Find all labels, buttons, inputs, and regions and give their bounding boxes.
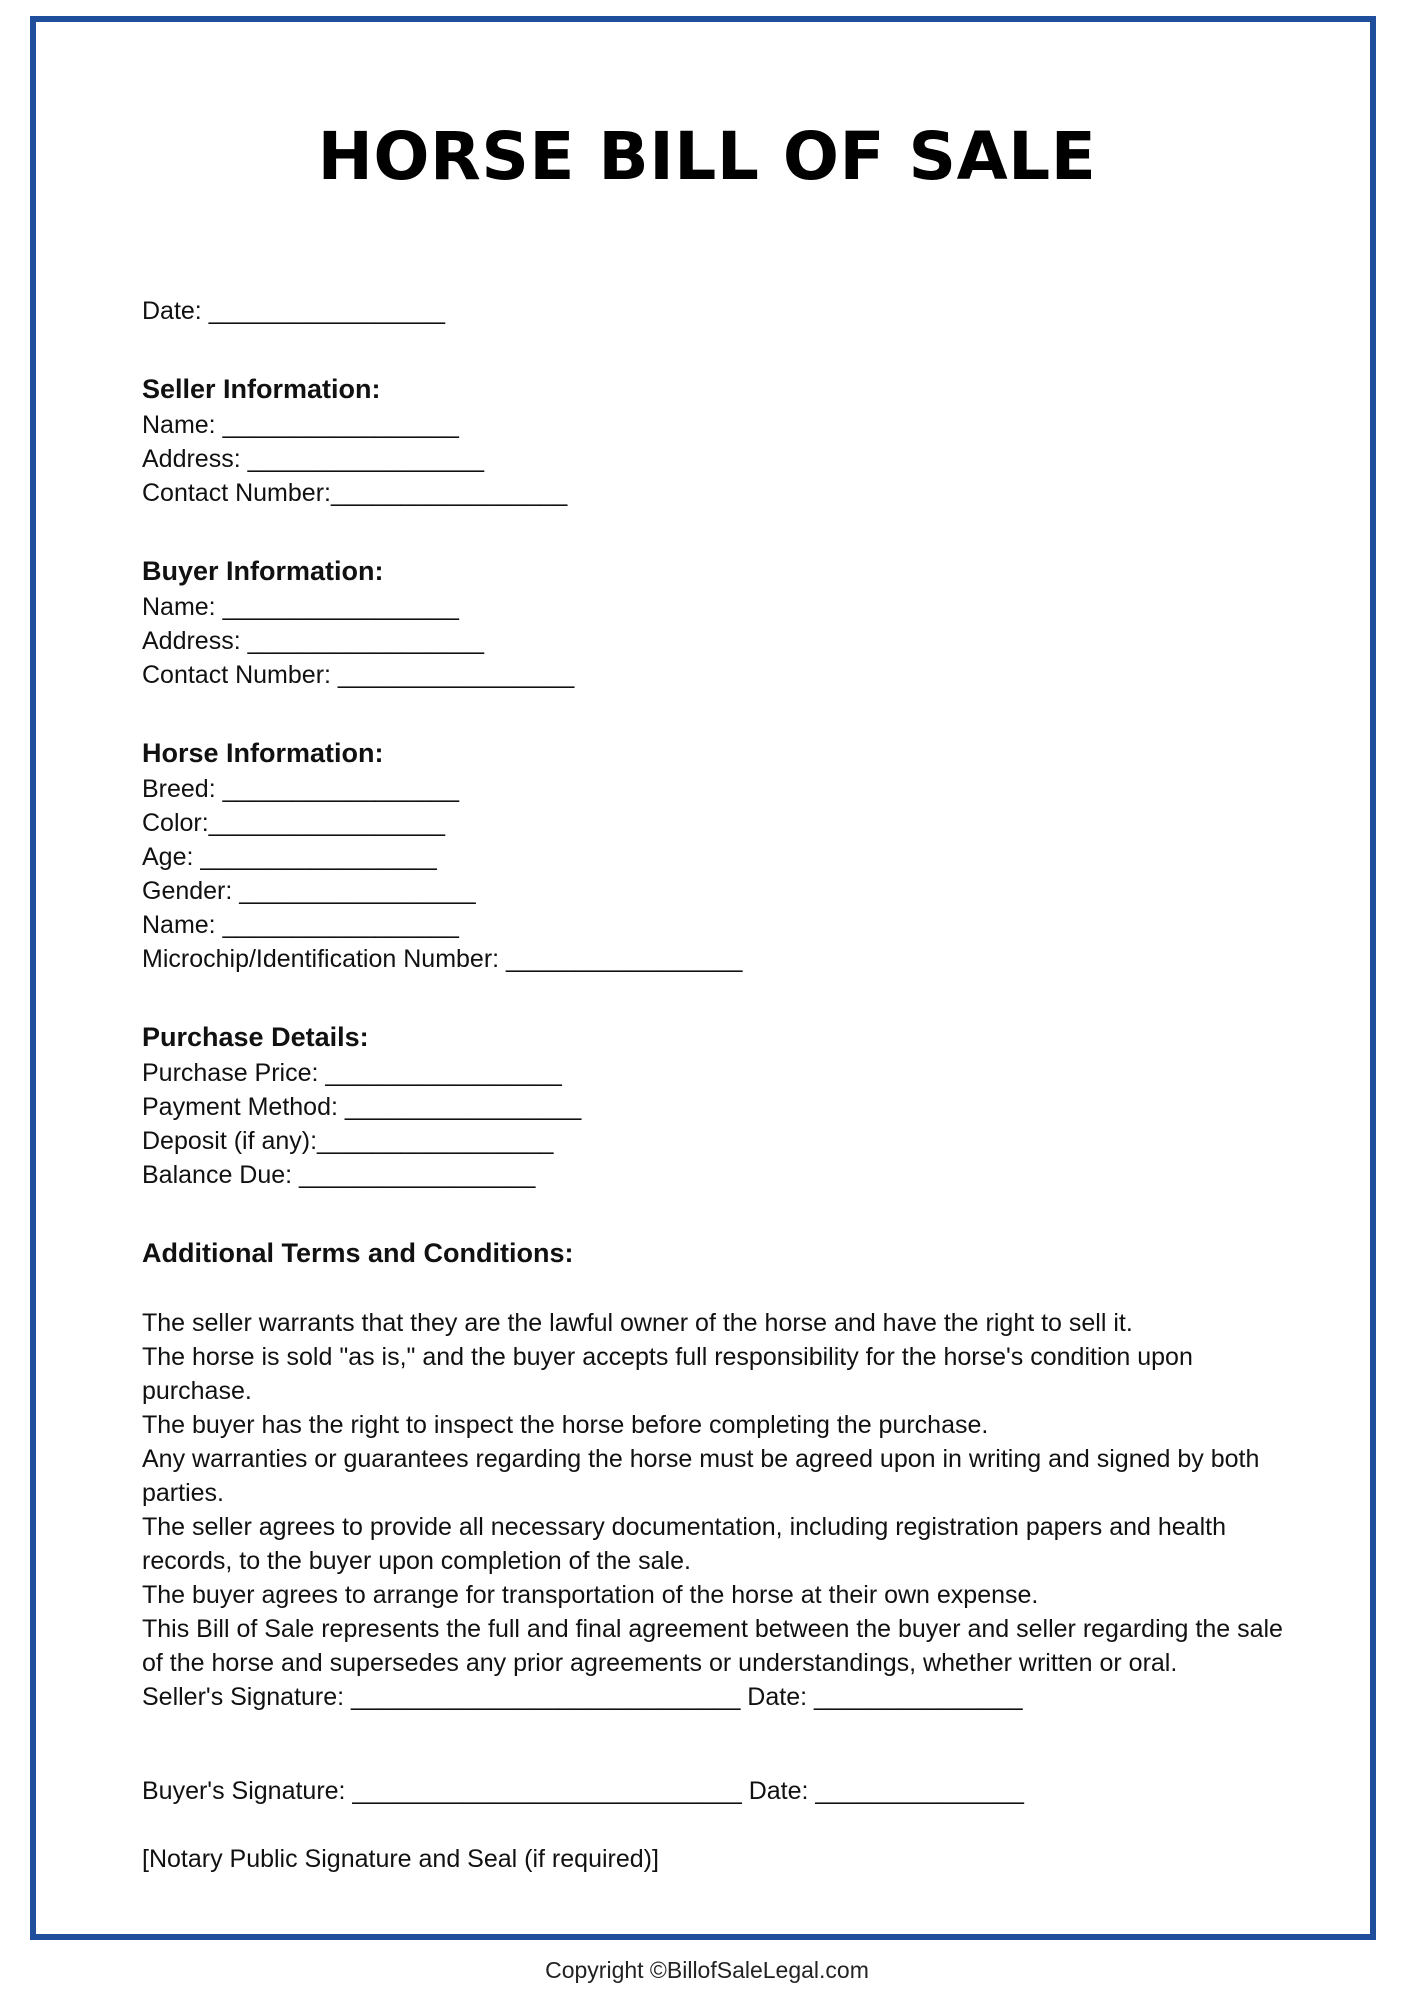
buyer-signature-line: Buyer's Signature: ____________________________ Date: _______________ <box>142 1777 1024 1805</box>
seller-signature-line: Seller's Signature: ____________________________ Date: _______________ <box>142 1683 1023 1711</box>
terms-paragraph: The buyer has the right to inspect the horse before completing the purchase. <box>142 1411 989 1439</box>
horse-section <box>142 734 1292 976</box>
terms-section <box>142 1234 1292 1680</box>
terms-heading: Additional Terms and Conditions: <box>142 1238 574 1268</box>
buyer-address-line: Address: _________________ <box>142 627 484 655</box>
horse-color-line: Color:_________________ <box>142 809 446 837</box>
buyer-name-line: Name: _________________ <box>142 593 459 621</box>
terms-paragraph: The seller agrees to provide all necessary documentation, including registration papers and health records, to the buyer upon completion of the sale. <box>142 1513 1226 1575</box>
payment-method-line: Payment Method: _________________ <box>142 1093 582 1121</box>
buyer-contact-line: Contact Number: _________________ <box>142 661 575 689</box>
terms-paragraph: The seller warrants that they are the lawful owner of the horse and have the right to sell it. <box>142 1309 1133 1337</box>
terms-paragraph: The horse is sold "as is," and the buyer accepts full responsibility for the horse's condition upon purchase. <box>142 1343 1193 1405</box>
terms-paragraph: This Bill of Sale represents the full and final agreement between the buyer and seller regarding the sale of the horse and supersedes any prior agreements or understandings, whether written or oral. <box>142 1615 1283 1677</box>
seller-heading: Seller Information: <box>142 374 381 404</box>
seller-contact-line: Contact Number:_________________ <box>142 479 568 507</box>
horse-age-line: Age: _________________ <box>142 843 437 871</box>
terms-paragraph: The buyer agrees to arrange for transportation of the horse at their own expense. <box>142 1581 1039 1609</box>
buyer-heading: Buyer Information: <box>142 556 384 586</box>
horse-name-line: Name: _________________ <box>142 911 459 939</box>
purchase-price-line: Purchase Price: _________________ <box>142 1059 562 1087</box>
purchase-section <box>142 1018 1292 1192</box>
buyer-section <box>142 552 1292 692</box>
date-line: Date: _________________ <box>142 297 446 325</box>
terms-paragraph: Any warranties or guarantees regarding the horse must be agreed upon in writing and signed by both parties. <box>142 1445 1260 1507</box>
horse-microchip-line: Microchip/Identification Number: _________________ <box>142 945 743 973</box>
purchase-heading: Purchase Details: <box>142 1022 369 1052</box>
signature-section <box>142 1680 1292 1876</box>
deposit-line: Deposit (if any):_________________ <box>142 1127 554 1155</box>
document-body <box>142 294 1292 1876</box>
copyright-footer: Copyright ©BillofSaleLegal.com <box>545 1957 869 1983</box>
seller-section <box>142 370 1292 510</box>
horse-heading: Horse Information: <box>142 738 384 768</box>
horse-breed-line: Breed: _________________ <box>142 775 459 803</box>
document-title: HORSE BILL OF SALE <box>317 118 1097 195</box>
balance-due-line: Balance Due: _________________ <box>142 1161 536 1189</box>
seller-address-line: Address: _________________ <box>142 445 484 473</box>
seller-name-line: Name: _________________ <box>142 411 459 439</box>
horse-gender-line: Gender: _________________ <box>142 877 476 905</box>
notary-line: [Notary Public Signature and Seal (if required)] <box>142 1845 659 1873</box>
